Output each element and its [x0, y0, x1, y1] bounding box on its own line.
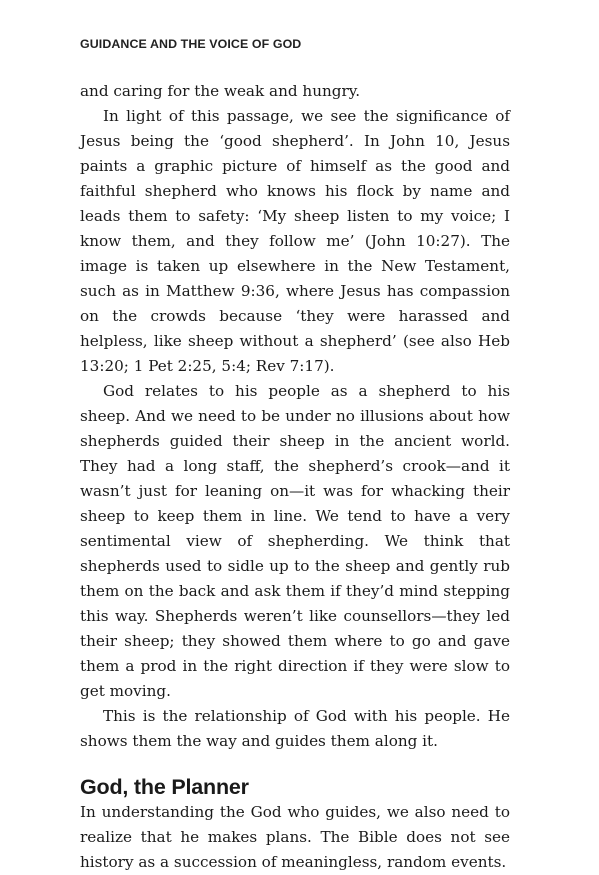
paragraph-continuation: and caring for the weak and hungry.: [80, 82, 361, 100]
paragraph-shepherd-guidance: God relates to his people as a shepherd to his sheep. And we need to be under no illusions about how shepherds guided their sheep in the ancient world. They had a long staff, the shepherd’s crook—and it wasn’t just for leaning on—it was for whacking their sheep to keep them in line. We tend to have a very sentimental view of shepherding. We think that shepherds used to sidle up to the sheep and gently rub them on the back and ask them if they’d mind stepping this way. Shepherds weren’t like counsellors—they led their sheep; they showed them where to go and gave them a prod in the right direction if they were slow to get moving.: [80, 382, 510, 700]
paragraph-planner: In understanding the God who guides, we also need to realize that he makes plans. The Bible does not see history as a succession of meaningless, random events.: [80, 803, 510, 871]
paragraph-relationship: This is the relationship of God with his people. He shows them the way and guides them along it.: [80, 707, 510, 750]
paragraph-good-shepherd: In light of this passage, we see the significance of Jesus being the ‘good shepherd’. In John 10, Jesus paints a graphic picture of himself as the good and faithful shepherd who knows his flock by name and leads them to safety: ‘My sheep listen to my voice; I know them, and they follow me’ (John 10:27). The image is taken up elsewhere in the New Testament, such as in Matthew 9:36, where Jesus has compassion on the crowds because ‘they were harassed and helpless, like sheep without a shepherd’ (see also Heb 13:20; 1 Pet 2:25, 5:4; Rev 7:17).: [80, 107, 510, 375]
section-heading: God, the Planner: [80, 775, 249, 799]
body-text: [80, 79, 510, 875]
running-head: GUIDANCE AND THE VOICE OF GOD: [80, 37, 302, 51]
